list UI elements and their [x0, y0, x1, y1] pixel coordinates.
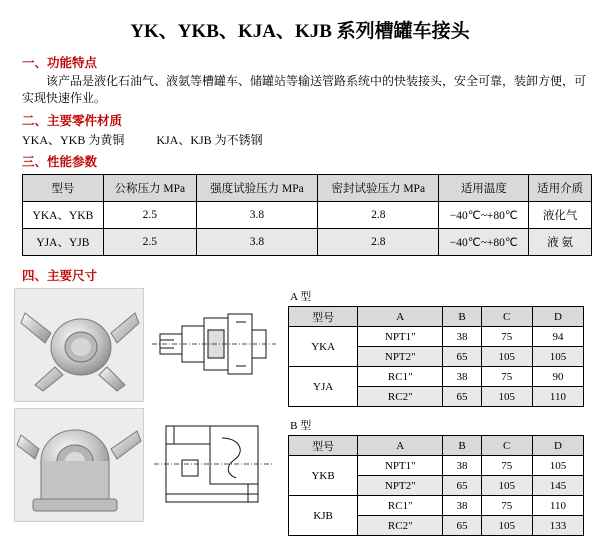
section-heading-features: 一、功能特点 — [22, 56, 98, 70]
spec-header-4: 适用温度 — [439, 175, 529, 202]
dim-a-cell-1-1-2: 105 — [481, 387, 532, 407]
dim-b-header-3: C — [481, 436, 532, 456]
dim-a-cell-1-1-0: RC2" — [358, 387, 443, 407]
dim-a-cell-1-1-3: 110 — [532, 387, 583, 407]
dim-b-cell-0-1-3: 145 — [532, 476, 583, 496]
spec-header-1: 公称压力 MPa — [103, 175, 196, 202]
spec-cell-1-5: 液 氨 — [529, 229, 592, 256]
dim-a-cell-1-1-1: 65 — [443, 387, 481, 407]
coupling-drawing-b — [148, 408, 280, 520]
drawing-b-graphic — [148, 408, 280, 520]
dim-a-header-0: 型号 — [289, 307, 358, 327]
dim-a-cell-0-0-3: 94 — [532, 327, 583, 347]
dim-a-cell-0-1-0: NPT2" — [358, 347, 443, 367]
spec-cell-0-2: 3.8 — [196, 202, 317, 229]
dim-b-header-2: B — [443, 436, 481, 456]
dim-b-cell-1-1-3: 133 — [532, 516, 583, 536]
dim-b-cell-0-1-0: NPT2" — [358, 476, 443, 496]
dim-b-cell-1-1-2: 105 — [481, 516, 532, 536]
dim-a-model-0: YKA — [289, 327, 358, 367]
dim-a-cell-1-0-1: 38 — [443, 367, 481, 387]
type-label-b: B 型 — [290, 420, 312, 432]
figures-and-dimension-tables — [14, 288, 586, 546]
dim-b-header-0: 型号 — [289, 436, 358, 456]
coupling-drawing-a — [148, 288, 280, 400]
table-header-row — [23, 175, 592, 202]
dim-a-cell-1-0-2: 75 — [481, 367, 532, 387]
photo-a-graphic — [15, 289, 143, 401]
coupling-photo-a — [14, 288, 144, 402]
material-lines — [22, 131, 586, 148]
section-heading-dimensions: 四、主要尺寸 — [22, 269, 98, 283]
dim-b-cell-0-0-0: NPT1" — [358, 456, 443, 476]
dim-a-cell-0-1-2: 105 — [481, 347, 532, 367]
figures-column — [14, 288, 282, 546]
table-row — [289, 456, 584, 476]
features-paragraph: 该产品是液化石油气、液氨等槽罐车、储罐站等输送管路系统中的快装接头，安全可靠，装卸方便，可实现快速作业。 — [22, 74, 587, 105]
table-header-row — [289, 436, 584, 456]
dim-b-header-1: A — [358, 436, 443, 456]
dim-a-header-1: A — [358, 307, 443, 327]
dim-b-header-4: D — [532, 436, 583, 456]
dim-a-model-1: YJA — [289, 367, 358, 407]
dim-b-cell-1-1-1: 65 — [443, 516, 481, 536]
dim-b-model-0: YKB — [289, 456, 358, 496]
dimension-tables-column — [288, 288, 586, 546]
dim-b-cell-1-0-3: 110 — [532, 496, 583, 516]
spec-cell-1-2: 3.8 — [196, 229, 317, 256]
spec-cell-1-1: 2.5 — [103, 229, 196, 256]
dim-a-cell-0-0-0: NPT1" — [358, 327, 443, 347]
dimension-table-b — [288, 435, 584, 536]
table-header-row — [289, 307, 584, 327]
material-line-1: YKA、YKB 为黄铜 — [22, 133, 125, 147]
table-row — [23, 229, 592, 256]
dim-b-cell-0-0-1: 38 — [443, 456, 481, 476]
table-row — [23, 202, 592, 229]
spec-header-3: 密封试验压力 MPa — [318, 175, 439, 202]
spec-cell-0-4: −40℃~+80℃ — [439, 202, 529, 229]
dim-b-cell-0-0-3: 105 — [532, 456, 583, 476]
spec-cell-0-1: 2.5 — [103, 202, 196, 229]
page-title: YK、YKB、KJA、KJB 系列槽罐车接头 — [130, 21, 470, 42]
spec-cell-1-4: −40℃~+80℃ — [439, 229, 529, 256]
table-row — [289, 367, 584, 387]
dim-a-cell-0-0-1: 38 — [443, 327, 481, 347]
dim-a-cell-0-0-2: 75 — [481, 327, 532, 347]
section-heading-performance: 三、性能参数 — [22, 155, 98, 169]
spec-cell-0-5: 液化气 — [529, 202, 592, 229]
figure-row-b — [14, 408, 282, 522]
spec-cell-1-0: YJA、YJB — [23, 229, 104, 256]
dim-a-cell-0-1-1: 65 — [443, 347, 481, 367]
table-row — [289, 496, 584, 516]
dim-b-cell-0-1-2: 105 — [481, 476, 532, 496]
dim-a-header-4: D — [532, 307, 583, 327]
material-line-2: KJA、KJB 为不锈钢 — [156, 133, 263, 147]
dim-a-header-2: B — [443, 307, 481, 327]
drawing-a-graphic — [148, 288, 280, 400]
dimension-table-a — [288, 306, 584, 407]
section-heading-material: 二、主要零件材质 — [22, 114, 123, 128]
photo-b-graphic — [15, 409, 143, 521]
dim-b-model-1: KJB — [289, 496, 358, 536]
coupling-photo-b — [14, 408, 144, 522]
spec-cell-0-0: YKA、YKB — [23, 202, 104, 229]
dim-b-cell-1-1-0: RC2" — [358, 516, 443, 536]
figure-row-a — [14, 288, 282, 402]
table-row — [289, 327, 584, 347]
spec-header-0: 型号 — [23, 175, 104, 202]
dim-a-cell-1-0-3: 90 — [532, 367, 583, 387]
dim-a-cell-1-0-0: RC1" — [358, 367, 443, 387]
spec-header-5: 适用介质 — [529, 175, 592, 202]
spec-cell-0-3: 2.8 — [318, 202, 439, 229]
spec-cell-1-3: 2.8 — [318, 229, 439, 256]
type-label-a: A 型 — [290, 291, 312, 303]
dim-b-cell-0-1-1: 65 — [443, 476, 481, 496]
spec-header-2: 强度试验压力 MPa — [196, 175, 317, 202]
performance-table — [22, 174, 592, 256]
dim-a-header-3: C — [481, 307, 532, 327]
dim-a-cell-0-1-3: 105 — [532, 347, 583, 367]
dim-b-cell-0-0-2: 75 — [481, 456, 532, 476]
dim-b-cell-1-0-1: 38 — [443, 496, 481, 516]
dim-b-cell-1-0-0: RC1" — [358, 496, 443, 516]
dim-b-cell-1-0-2: 75 — [481, 496, 532, 516]
